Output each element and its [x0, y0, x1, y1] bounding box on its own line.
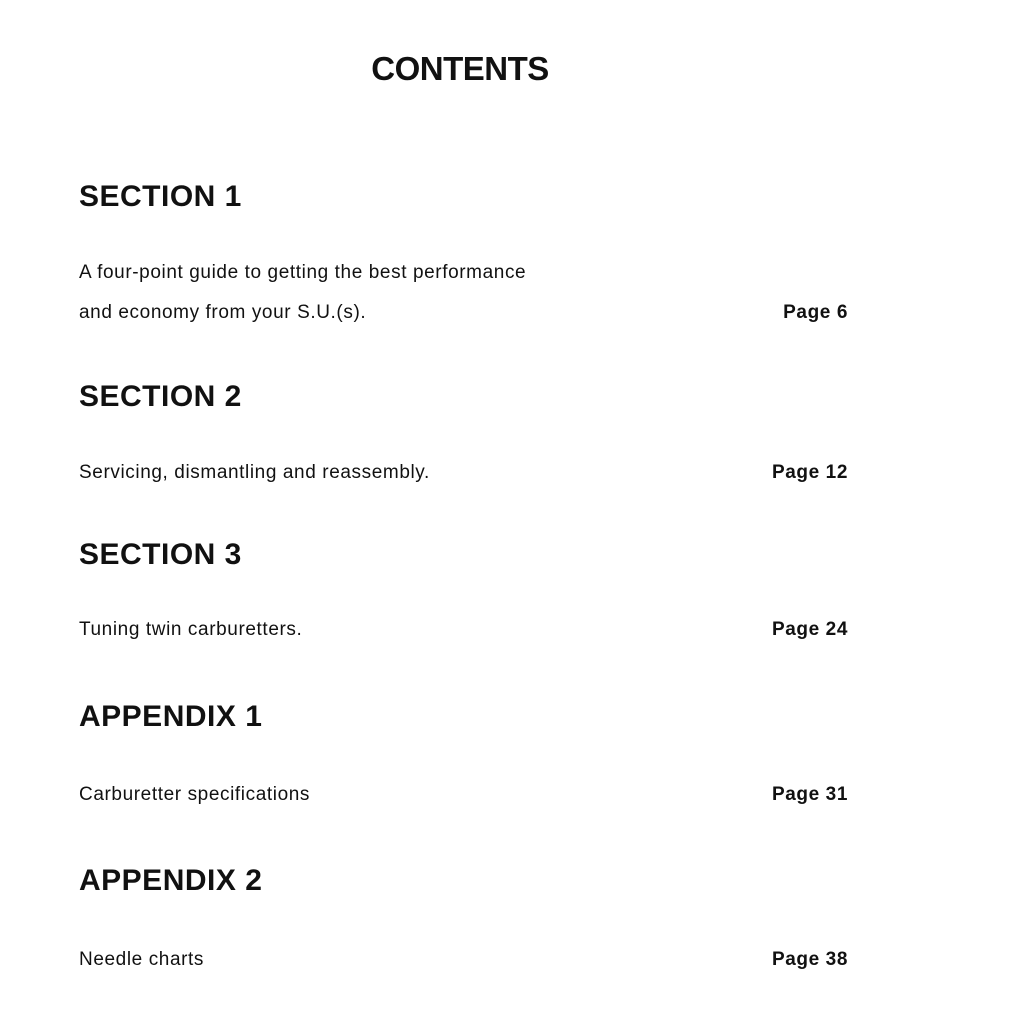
appendix-1-description-line-1: Carburetter specifications: [79, 784, 311, 805]
appendix-2-description-line-1: Needle charts: [79, 949, 205, 970]
section-2-page-ref: Page 12: [771, 462, 848, 483]
section-1-description-line-2: and economy from your S.U.(s).: [79, 302, 367, 323]
section-3-page-ref: Page 24: [771, 619, 848, 640]
section-heading-3: SECTION 3: [79, 538, 242, 571]
page-title: CONTENTS: [371, 50, 549, 87]
appendix-heading-1: APPENDIX 1: [79, 700, 263, 733]
section-3-description-line-1: Tuning twin carburetters.: [79, 619, 303, 640]
appendix-heading-2: APPENDIX 2: [79, 864, 263, 897]
section-heading-1: SECTION 1: [79, 180, 242, 213]
appendix-2-page-ref: Page 38: [771, 949, 848, 970]
section-2-description-line-1: Servicing, dismantling and reassembly.: [79, 462, 430, 483]
section-heading-2: SECTION 2: [79, 380, 242, 413]
section-1-description-line-1: A four-point guide to getting the best performance: [79, 262, 527, 283]
section-1-page-ref: Page 6: [783, 302, 848, 323]
appendix-1-page-ref: Page 31: [771, 784, 848, 805]
